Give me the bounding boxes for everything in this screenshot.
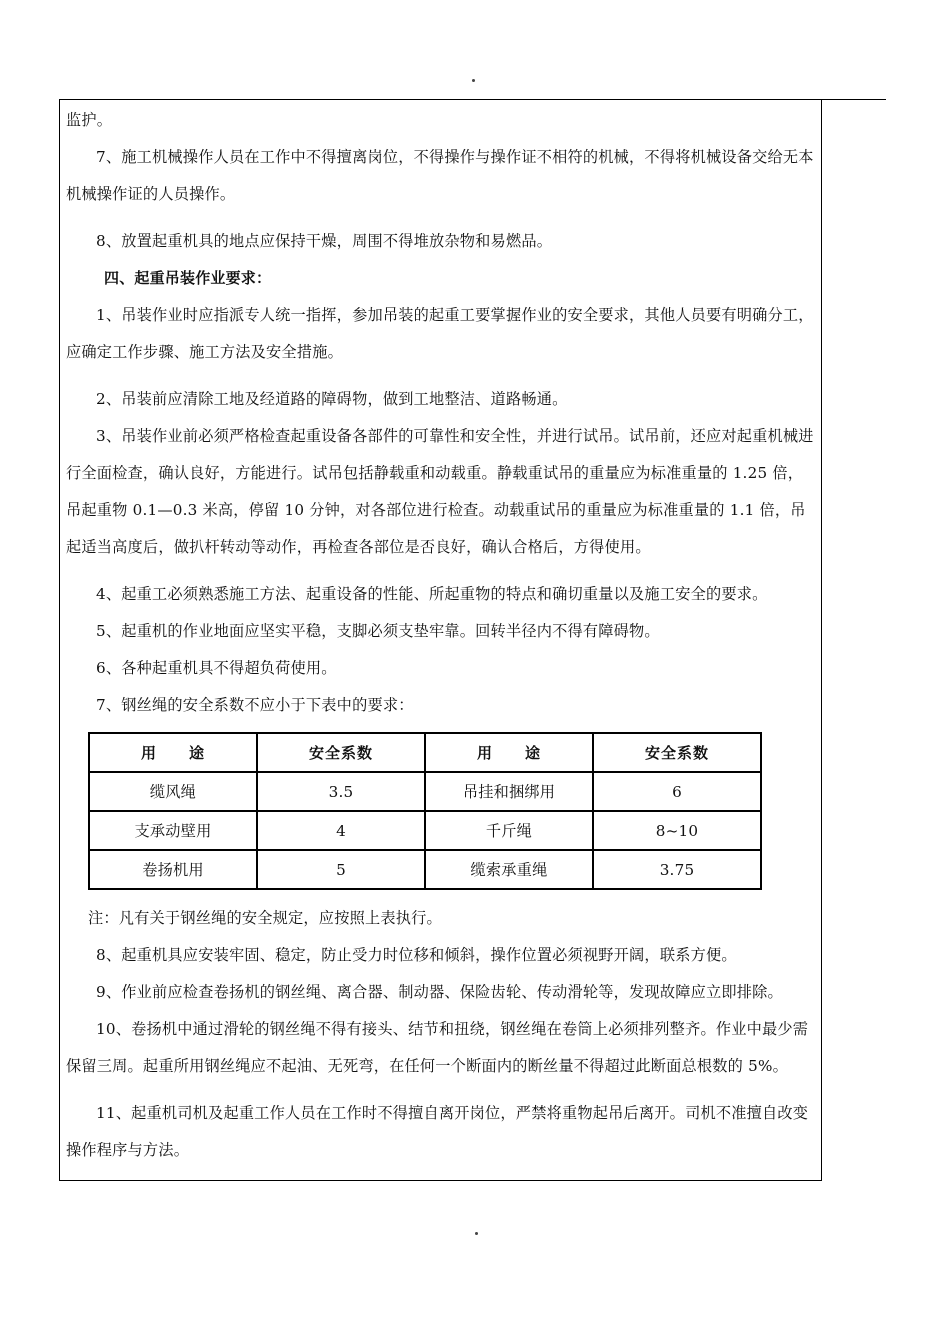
table-cell: 缆风绳 bbox=[89, 772, 257, 811]
paragraph-lift-2: 2、吊装前应清除工地及经道路的障碍物，做到工地整洁、道路畅通。 bbox=[96, 390, 568, 408]
paragraph-lift-10: 10、卷扬机中通过滑轮的钢丝绳不得有接头、结节和扭绕，钢丝绳在卷筒上必须排列整齐。作业中最少需保留三周。起重所用钢丝绳应不起油、无死弯，在任何一个断面内的断丝量不得超过此断面总根数的 5%。 bbox=[66, 1020, 809, 1075]
table-cell: 3.5 bbox=[257, 772, 425, 811]
paragraph-rule-8: 8、放置起重机具的地点应保持干燥，周围不得堆放杂物和易燃品。 bbox=[96, 232, 553, 250]
paragraph-lift-6: 6、各种起重机具不得超负荷使用。 bbox=[96, 659, 337, 677]
paragraph-rule-7: 7、施工机械操作人员在工作中不得擅离岗位，不得操作与操作证不相符的机械，不得将机械设备交给无本机械操作证的人员操作。 bbox=[66, 148, 814, 203]
table-row bbox=[89, 850, 761, 889]
paragraph-lift-4: 4、起重工必须熟悉施工方法、起重设备的性能、所起重物的特点和确切重量以及施工安全的要求。 bbox=[96, 585, 768, 603]
paragraph-lift-9: 9、作业前应检查卷扬机的钢丝绳、离合器、制动器、保险齿轮、传动滑轮等，发现故障应立即排除。 bbox=[96, 983, 783, 1001]
table-cell: 缆索承重绳 bbox=[425, 850, 593, 889]
paragraph-lift-8: 8、起重机具应安装牢固、稳定，防止受力时位移和倾斜，操作位置必须视野开阔，联系方便。 bbox=[96, 946, 737, 964]
top-page-marker bbox=[472, 79, 475, 82]
paragraph-lift-11: 11、起重机司机及起重工作人员在工作时不得擅自离开岗位，严禁将重物起吊后离开。司机不准擅自改变操作程序与方法。 bbox=[66, 1104, 809, 1159]
table-cell: 吊挂和捆绑用 bbox=[425, 772, 593, 811]
table-cell: 5 bbox=[257, 850, 425, 889]
table-cell: 8~10 bbox=[593, 811, 761, 850]
table-cell: 3.75 bbox=[593, 850, 761, 889]
table-row bbox=[89, 772, 761, 811]
table-cell: 6 bbox=[593, 772, 761, 811]
header-rule bbox=[822, 99, 886, 100]
table-header-cell: 用 途 bbox=[89, 733, 257, 772]
paragraph-lift-3: 3、吊装作业前必须严格检查起重设备各部件的可靠性和安全性，并进行试吊。试吊前，还应对起重机械进行全面检查，确认良好，方能进行。试吊包括静载重和动载重。静载重试吊的重量应为标准重量的 1.25 倍，吊起重物 0.1—0.3 米高，停留 10 分钟，对各部位进行检查。动载重试吊的重量应为标准重量的 1.1 倍，吊起适当高度后，做扒杆转动等动作，再检查各部位是否良好，确认合格后，方得使用。 bbox=[66, 427, 814, 556]
table-header-cell: 用 途 bbox=[425, 733, 593, 772]
table-header-cell: 安全系数 bbox=[257, 733, 425, 772]
bottom-page-marker bbox=[475, 1232, 478, 1235]
table-header-cell: 安全系数 bbox=[593, 733, 761, 772]
table-note: 注：凡有关于钢丝绳的安全规定，应按照上表执行。 bbox=[88, 909, 442, 927]
wire-rope-safety-table bbox=[88, 732, 762, 890]
document-body bbox=[66, 102, 818, 1179]
paragraph-lift-1: 1、吊装作业时应指派专人统一指挥，参加吊装的起重工要掌握作业的安全要求，其他人员要有明确分工，应确定工作步骤、施工方法及安全措施。 bbox=[66, 306, 814, 361]
table-cell: 4 bbox=[257, 811, 425, 850]
paragraph-lift-7: 7、钢丝绳的安全系数不应小于下表中的要求： bbox=[96, 696, 414, 714]
table-row bbox=[89, 811, 761, 850]
table-cell: 卷扬机用 bbox=[89, 850, 257, 889]
paragraph-lift-5: 5、起重机的作业地面应坚实平稳，支脚必须支垫牢靠。回转半径内不得有障碍物。 bbox=[96, 622, 660, 640]
table-cell: 千斤绳 bbox=[425, 811, 593, 850]
section-heading: 四、起重吊装作业要求： bbox=[104, 269, 272, 287]
paragraph-continuation: 监护。 bbox=[66, 111, 113, 129]
table-cell: 支承动壁用 bbox=[89, 811, 257, 850]
table-header-row bbox=[89, 733, 761, 772]
